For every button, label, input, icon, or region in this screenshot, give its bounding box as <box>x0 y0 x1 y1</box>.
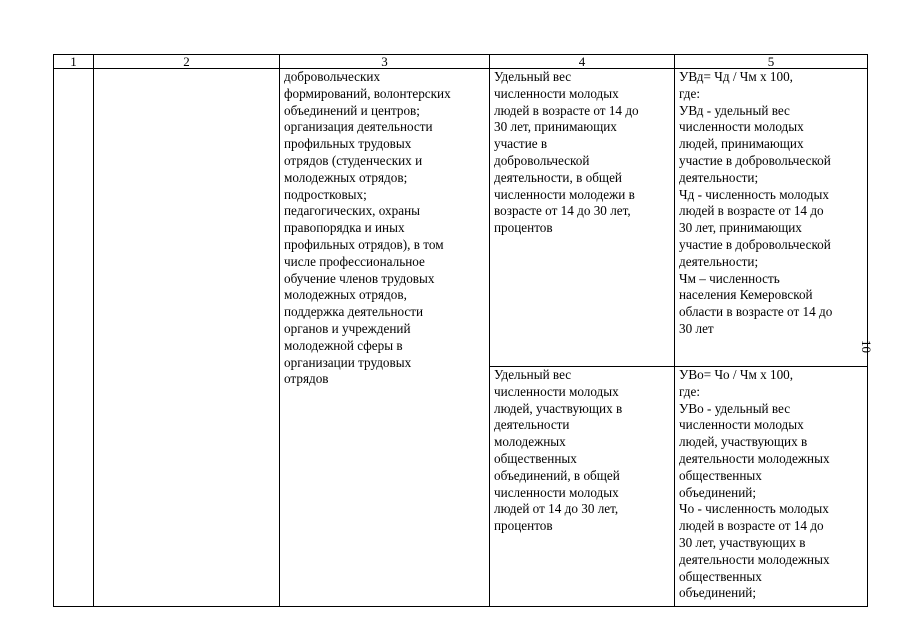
text-line: Чм – численность <box>679 270 780 286</box>
text-line: объединений, в общей <box>494 467 620 483</box>
text-line: общественных <box>679 568 762 584</box>
text-line: населения Кемеровской <box>679 287 813 303</box>
text-line: правопорядка и иных <box>284 220 405 236</box>
text-line: молодежной сферы в <box>284 337 403 353</box>
formula-cell <box>675 367 868 607</box>
text-line: участие в <box>494 136 548 152</box>
text-line: объединений и центров; <box>284 102 420 118</box>
col1-cell <box>54 69 94 607</box>
text-line: 30 лет <box>679 320 714 336</box>
text-line: где: <box>679 383 700 399</box>
text-line: людей, участвующих в <box>494 400 623 416</box>
text-line: молодежных <box>494 434 566 450</box>
formula-text <box>679 367 867 602</box>
text-line: УВо - удельный вес <box>679 400 791 416</box>
text-line: людей в возрасте от 14 до <box>494 102 639 118</box>
text-line: людей в возрасте от 14 до <box>679 518 824 534</box>
text-line: общественных <box>679 467 762 483</box>
text-line: деятельности молодежных <box>679 551 830 567</box>
text-line: численности молодежи в <box>494 186 635 202</box>
text-line: процентов <box>494 220 553 236</box>
header-row <box>54 55 868 69</box>
activity-description-cell <box>280 69 490 607</box>
text-line: численности молодых <box>679 417 804 433</box>
text-line: людей, участвующих в <box>679 434 808 450</box>
text-line: людей от 14 до 30 лет, <box>494 501 619 517</box>
text-line: деятельности; <box>679 169 759 185</box>
header-col-4: 4 <box>490 55 675 69</box>
text-line: деятельности, в общей <box>494 169 622 185</box>
text-line: деятельности <box>494 417 570 433</box>
text-line: где: <box>679 85 700 101</box>
text-line: общественных <box>494 450 577 466</box>
text-line: формирований, волонтерских <box>284 85 451 101</box>
text-line: численности молодых <box>494 484 619 500</box>
formula-cell <box>675 69 868 367</box>
text-line: профильных трудовых <box>284 136 412 152</box>
text-line: людей, принимающих <box>679 136 804 152</box>
text-line: числе профессиональное <box>284 253 425 269</box>
indicator-cell <box>490 367 675 607</box>
text-line: УВд - удельный вес <box>679 102 790 118</box>
text-line: отрядов <box>284 371 329 387</box>
text-line: подростковых; <box>284 186 367 202</box>
indicator-cell <box>490 69 675 367</box>
col2-cell <box>94 69 280 607</box>
text-line: 30 лет, участвующих в <box>679 534 806 550</box>
indicators-table <box>53 54 868 607</box>
header-col-5: 5 <box>675 55 868 69</box>
text-line: численности молодых <box>494 85 619 101</box>
formula-text <box>679 69 867 338</box>
text-line: молодежных отрядов, <box>284 287 407 303</box>
text-line: участие в добровольческой <box>679 236 831 252</box>
text-line: добровольческой <box>494 152 590 168</box>
page-number: 10 <box>859 340 874 353</box>
text-line: объединений; <box>679 585 756 601</box>
text-line: обучение членов трудовых <box>284 270 435 286</box>
indicator-text <box>494 69 674 237</box>
text-line: организация деятельности <box>284 119 433 135</box>
table-row <box>54 69 868 367</box>
text-line: области в возрасте от 14 до <box>679 304 833 320</box>
text-line: добровольческих <box>284 69 381 84</box>
header-col-1: 1 <box>54 55 94 69</box>
activity-description-text <box>284 69 489 388</box>
text-line: Чд - численность молодых <box>679 186 829 202</box>
text-line: возрасте от 14 до 30 лет, <box>494 203 631 219</box>
text-line: органов и учреждений <box>284 320 411 336</box>
text-line: объединений; <box>679 484 756 500</box>
indicator-text <box>494 367 674 535</box>
text-line: численности молодых <box>494 383 619 399</box>
header-col-3: 3 <box>280 55 490 69</box>
text-line: численности молодых <box>679 119 804 135</box>
text-line: молодежных отрядов; <box>284 169 408 185</box>
text-line: 30 лет, принимающих <box>679 220 802 236</box>
text-line: участие в добровольческой <box>679 152 831 168</box>
text-line: отрядов (студенческих и <box>284 152 423 168</box>
text-line: деятельности молодежных <box>679 450 830 466</box>
text-line: педагогических, охраны <box>284 203 420 219</box>
text-line: профильных отрядов), в том <box>284 236 444 252</box>
text-line: Удельный вес <box>494 69 572 84</box>
text-line: 30 лет, принимающих <box>494 119 617 135</box>
text-line: деятельности; <box>679 253 759 269</box>
text-line: людей в возрасте от 14 до <box>679 203 824 219</box>
text-line: Удельный вес <box>494 367 572 382</box>
text-line: Чо - численность молодых <box>679 501 829 517</box>
text-line: УВо= Чо / Чм х 100, <box>679 367 794 382</box>
text-line: организации трудовых <box>284 354 412 370</box>
text-line: поддержка деятельности <box>284 304 424 320</box>
header-col-2: 2 <box>94 55 280 69</box>
text-line: процентов <box>494 518 553 534</box>
text-line: УВд= Чд / Чм х 100, <box>679 69 793 84</box>
